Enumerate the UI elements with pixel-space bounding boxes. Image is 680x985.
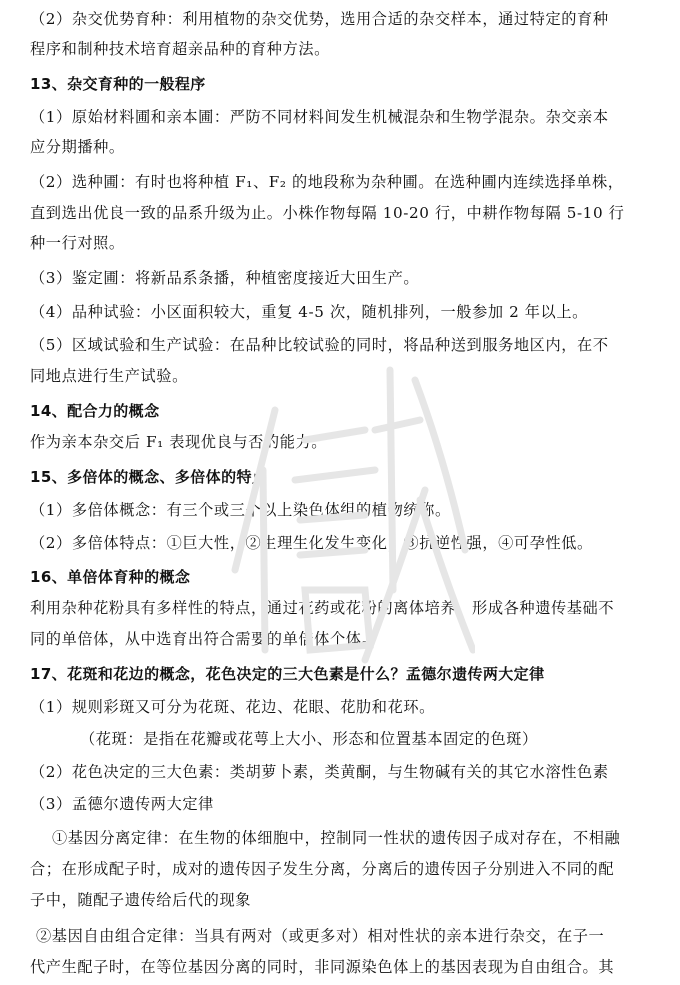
paragraph-line: 同地点进行生产试验。 <box>30 367 188 385</box>
paragraph-line: 应分期播种。 <box>30 138 125 156</box>
paragraph-line: ②基因自由组合定律：当具有两对（或更多对）相对性状的亲本进行杂交，在子一 <box>36 927 605 945</box>
paragraph-line: （1）多倍体概念：有三个或三个以上染色体组的植物统称。 <box>30 501 451 519</box>
paragraph-line: （2）杂交优势育种：利用植物的杂交优势，选用合适的杂交样本，通过特定的育种 <box>30 10 609 28</box>
paragraph-line: 合；在形成配子时，成对的遗传因子发生分离，分离后的遗传因子分别进入不同的配 <box>30 860 615 878</box>
paragraph-line: （花斑：是指在花瓣或花萼上大小、形态和位置基本固定的色斑） <box>80 730 538 748</box>
section-heading-15: 15、多倍体的概念、多倍体的特点 <box>30 468 268 486</box>
paragraph-line: 程序和制种技术培育超亲品种的育种方法。 <box>30 40 330 58</box>
paragraph-line: 种一行对照。 <box>30 234 125 252</box>
paragraph-line: （5）区域试验和生产试验：在品种比较试验的同时，将品种送到服务地区内，在不 <box>30 336 609 354</box>
paragraph-line: （2）多倍体特点：①巨大性，②生理生化发生变化，③抗逆性强，④可孕性低。 <box>30 534 593 552</box>
paragraph-line: （3）鉴定圃：将新品系条播，种植密度接近大田生产。 <box>30 269 420 287</box>
paragraph-line: ①基因分离定律：在生物的体细胞中，控制同一性状的遗传因子成对存在，不相融 <box>52 829 621 847</box>
paragraph-line: 利用杂种花粉具有多样性的特点，通过花药或花粉的离体培养，形成各种遗传基础不 <box>30 599 615 617</box>
paragraph-line: （1）规则彩斑又可分为花斑、花边、花眼、花肋和花环。 <box>30 698 435 716</box>
section-heading-14: 14、配合力的概念 <box>30 402 160 420</box>
paragraph-line: （4）品种试验：小区面积较大，重复 4-5 次，随机排列，一般参加 2 年以上。 <box>30 303 588 321</box>
paragraph-line: （1）原始材料圃和亲本圃：严防不同材料间发生机械混杂和生物学混杂。杂交亲本 <box>30 108 609 126</box>
section-heading-17: 17、花斑和花边的概念，花色决定的三大色素是什么？孟德尔遗传两大定律 <box>30 665 545 683</box>
paragraph-line: 同的单倍体，从中选育出符合需要的单倍体个体。 <box>30 630 378 648</box>
paragraph-line: （2）选种圃：有时也将种植 F₁、F₂ 的地段称为杂种圃。在选种圃内连续选择单株， <box>30 173 624 191</box>
paragraph-line: 直到选出优良一致的品系升级为止。小株作物每隔 10-20 行，中耕作物每隔 5-10 行 <box>30 204 625 222</box>
paragraph-line: （3）孟德尔遗传两大定律 <box>30 795 214 813</box>
paragraph-line: 作为亲本杂交后 F₁ 表现优良与否的能力。 <box>30 433 328 451</box>
section-heading-16: 16、单倍体育种的概念 <box>30 568 191 586</box>
section-heading-13: 13、杂交育种的一般程序 <box>30 75 206 93</box>
paragraph-line: （2）花色决定的三大色素：类胡萝卜素，类黄酮，与生物碱有关的其它水溶性色素 <box>30 763 609 781</box>
paragraph-line: 代产生配子时，在等位基因分离的同时，非同源染色体上的基因表现为自由组合。其 <box>30 958 615 976</box>
paragraph-line: 子中，随配子遗传给后代的现象 <box>30 891 252 909</box>
